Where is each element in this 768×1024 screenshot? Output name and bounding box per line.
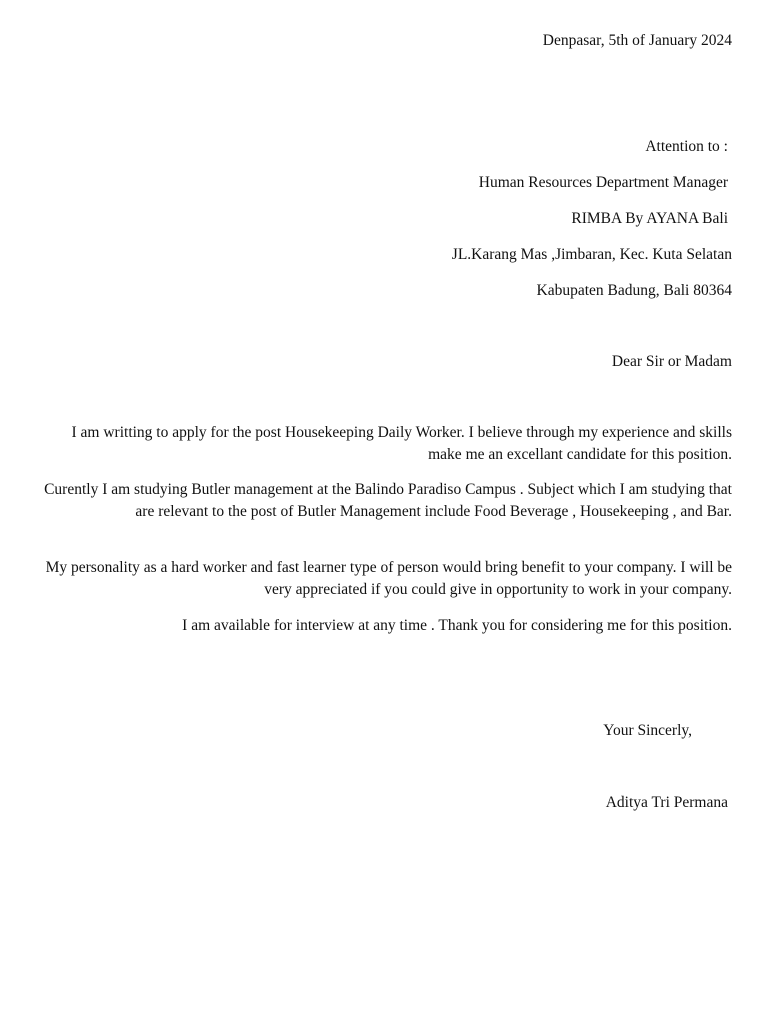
- attention-line: Attention to :: [645, 138, 728, 155]
- place-date: Denpasar, 5th of January 2024: [542, 32, 732, 49]
- recipient-company: RIMBA By AYANA Bali: [571, 210, 728, 227]
- recipient-title: Human Resources Department Manager: [478, 174, 728, 191]
- closing: Your Sincerly,: [603, 722, 692, 739]
- body-paragraph-2: Curently I am studying Butler management at the Balindo Paradiso Campus . Subject which I am studying that are relevant to the post of Butler Management include Food Beverage , Housekeeping , and Bar.: [44, 481, 732, 520]
- body-paragraph-1: I am writting to apply for the post Housekeeping Daily Worker. I believe through my experience and skills make me an excellant candidate for this position.: [71, 424, 732, 463]
- recipient-street: JL.Karang Mas ,Jimbaran, Kec. Kuta Selatan: [451, 246, 732, 263]
- body-paragraph-3: My personality as a hard worker and fast learner type of person would bring benefit to your company. I will be very appreciated if you could give in opportunity to work in your company.: [45, 559, 732, 598]
- signatory-name: Aditya Tri Permana: [605, 794, 728, 811]
- recipient-region: Kabupaten Badung, Bali 80364: [536, 282, 732, 299]
- body-paragraph-4: I am available for interview at any time . Thank you for considering me for this position.: [182, 617, 732, 634]
- salutation: Dear Sir or Madam: [611, 353, 732, 370]
